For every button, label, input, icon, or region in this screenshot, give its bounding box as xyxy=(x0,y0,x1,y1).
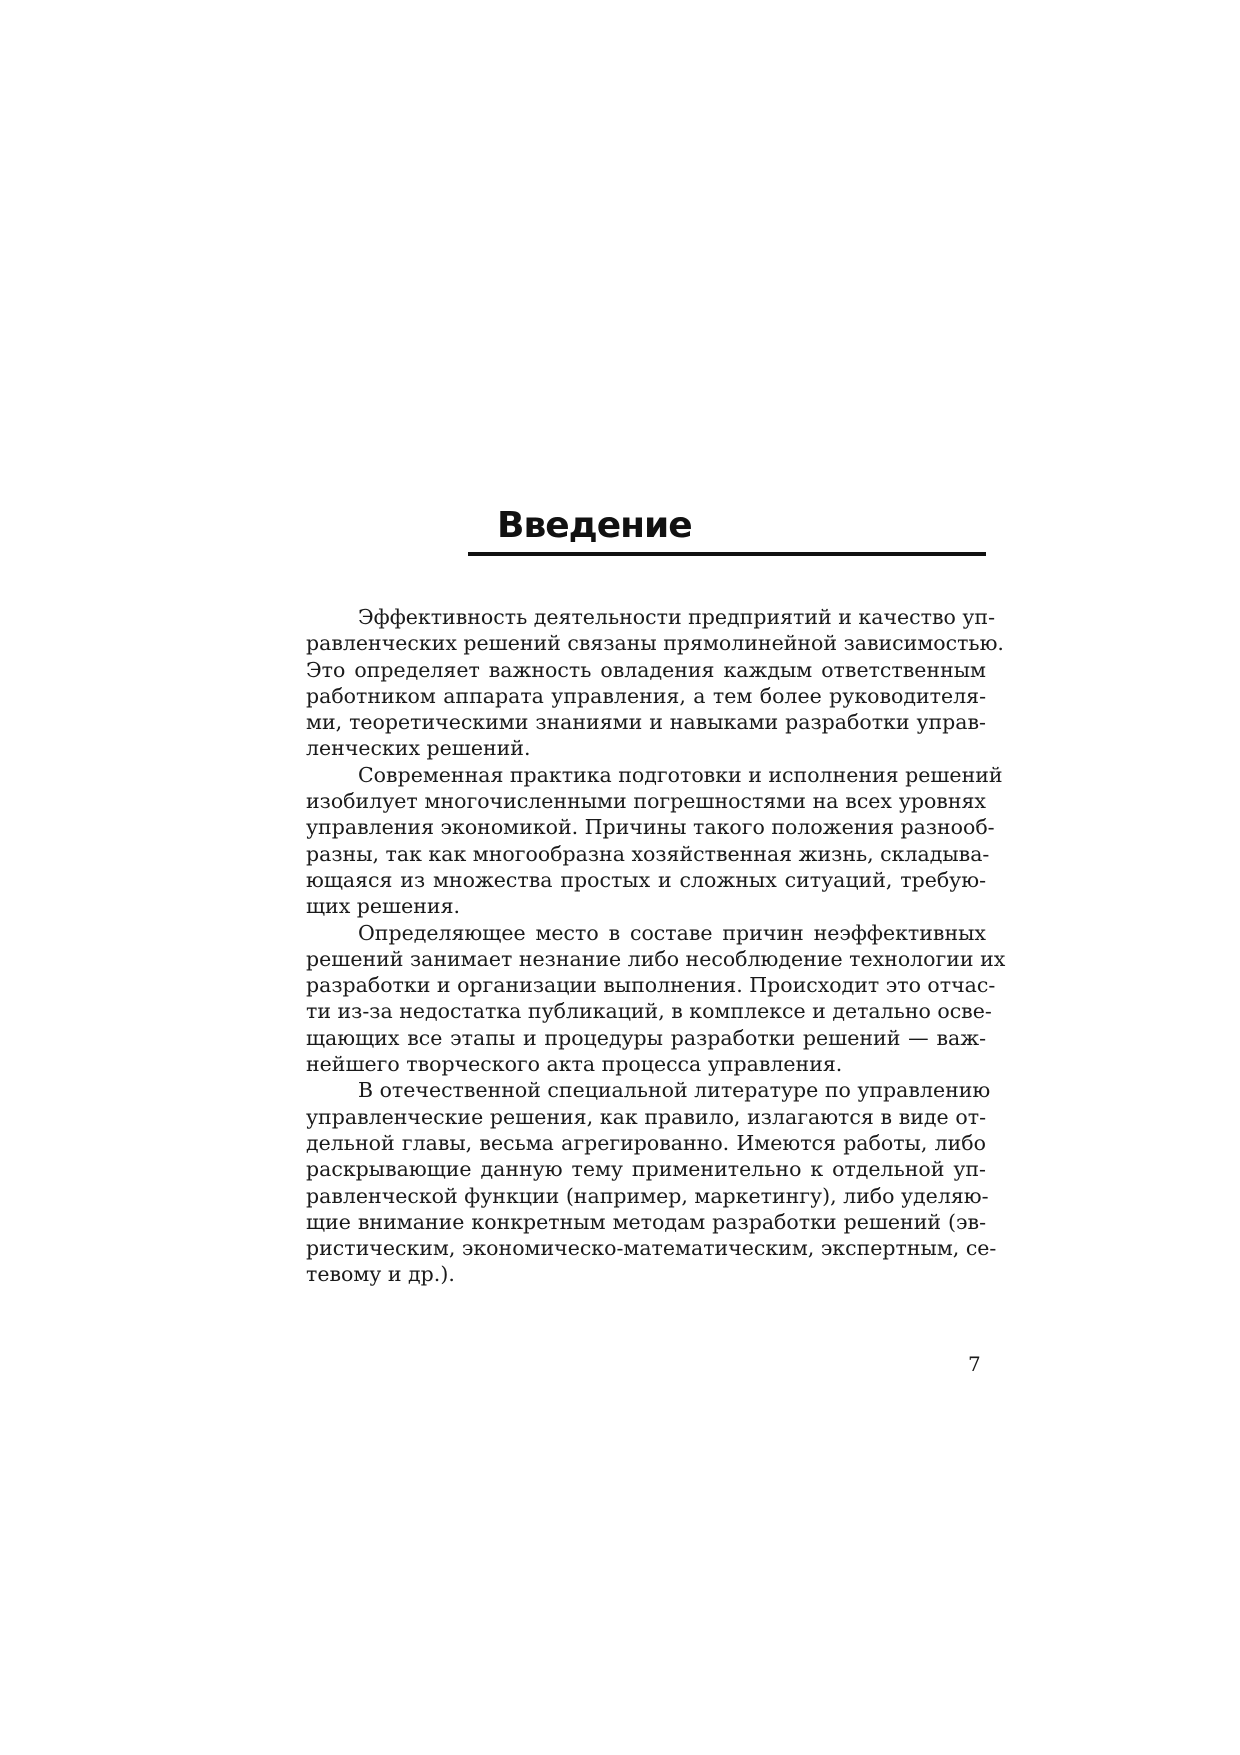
text-line: работником аппарата управления, а тем более руководителя- xyxy=(306,683,986,708)
text-line: ристическим, экономическо-математическим, экспертным, се- xyxy=(306,1236,997,1261)
text-line: равленческих решений связаны прямолинейной зависимостью. xyxy=(306,631,1004,656)
chapter-heading: Введение xyxy=(497,505,692,546)
text-line: Эффективность деятельности предприятий и качество уп- xyxy=(358,605,996,629)
text-line: щие внимание конкретным методам разработки решений (эв- xyxy=(306,1209,986,1234)
text-line: ми, теоретическими знаниями и навыками разработки управ- xyxy=(306,710,986,735)
paragraph-2 xyxy=(306,762,1003,920)
text-line: тевому и др.). xyxy=(306,1262,455,1287)
text-line: ленческих решений. xyxy=(306,736,531,761)
text-line: управленческие решения, как правило, излагаются в виде от- xyxy=(306,1104,986,1129)
text-line: равленческой функции (например, маркетингу), либо уделяю- xyxy=(306,1183,989,1208)
text-line: щающих все этапы и процедуры разработки решений — важ- xyxy=(306,1025,986,1050)
text-line: изобилует многочисленными погрешностями на всех уровнях xyxy=(306,789,986,814)
text-line: дельной главы, весьма агрегированно. Имеются работы, либо xyxy=(306,1130,986,1155)
heading-underline xyxy=(468,552,986,556)
paragraph-1 xyxy=(306,604,1004,762)
text-line: щих решения. xyxy=(306,894,461,919)
text-line: ющаяся из множества простых и сложных ситуаций, требую- xyxy=(306,867,986,892)
text-line: Это определяет важность овладения каждым ответственным xyxy=(306,657,986,682)
text-line: ти из-за недостатка публикаций, в комплексе и детально осве- xyxy=(306,999,992,1024)
body-text xyxy=(306,604,1006,1288)
paragraph-4 xyxy=(306,1077,997,1287)
page-number: 7 xyxy=(968,1352,981,1376)
text-line: управления экономикой. Причины такого положения разнооб- xyxy=(306,815,995,840)
text-line: разны, так как многообразна хозяйственная жизнь, складыва- xyxy=(306,841,990,866)
text-line: разработки и организации выполнения. Происходит это отчас- xyxy=(306,973,996,998)
text-line: Современная практика подготовки и исполнения решений xyxy=(358,762,1003,787)
text-line: нейшего творческого акта процесса управления. xyxy=(306,1052,843,1077)
paragraph-3 xyxy=(306,920,1006,1078)
text-line: решений занимает незнание либо несоблюдение технологии их xyxy=(306,946,1006,971)
text-line: В отечественной специальной литературе по управлению xyxy=(358,1078,991,1103)
text-line: раскрывающие данную тему применительно к отдельной уп- xyxy=(306,1157,986,1182)
text-line: Определяющее место в составе причин неэффективных xyxy=(358,920,986,945)
